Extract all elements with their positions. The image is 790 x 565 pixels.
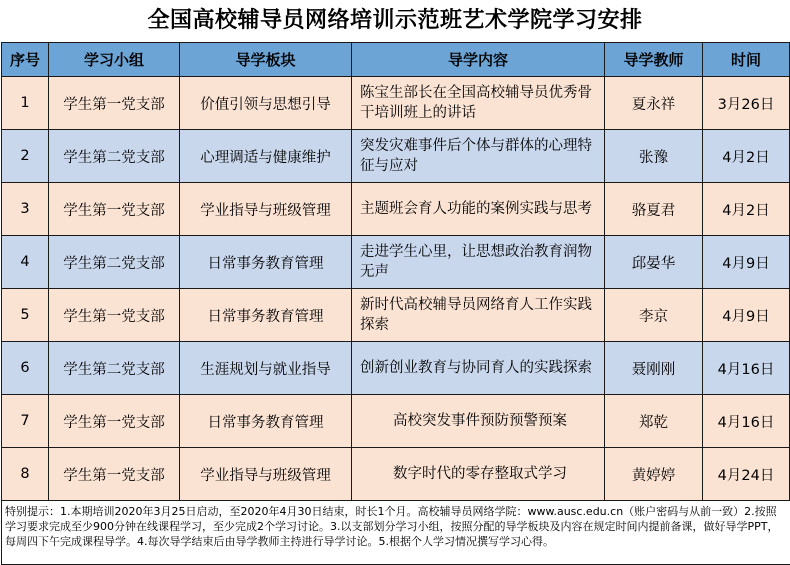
cell-group: 学生第一党支部 [49,183,180,236]
cell-teacher: 骆夏君 [605,183,703,236]
table-row [2,183,790,236]
cell-content: 数字时代的零存整取式学习 [352,448,605,501]
cell-group: 学生第二党支部 [49,236,180,289]
cell-time: 4月2日 [703,130,790,183]
header-time: 时间 [703,43,790,77]
cell-module: 价值引领与思想引导 [180,77,352,130]
cell-time: 4月9日 [703,236,790,289]
cell-teacher: 李京 [605,289,703,342]
cell-group: 学生第一党支部 [49,395,180,448]
cell-time: 3月26日 [703,77,790,130]
cell-no: 6 [2,342,49,395]
cell-teacher: 黄婷婷 [605,448,703,501]
cell-module: 日常事务教育管理 [180,395,352,448]
cell-content: 创新创业教育与协同育人的实践探索 [352,342,605,395]
cell-no: 1 [2,77,49,130]
table-row [2,236,790,289]
cell-teacher: 夏永祥 [605,77,703,130]
table-row [2,448,790,501]
header-content: 导学内容 [352,43,605,77]
cell-time: 4月16日 [703,395,790,448]
cell-time: 4月2日 [703,183,790,236]
header-group: 学习小组 [49,43,180,77]
cell-module: 日常事务教育管理 [180,289,352,342]
cell-content: 高校突发事件预防预警预案 [352,395,605,448]
cell-module: 日常事务教育管理 [180,236,352,289]
cell-group: 学生第一党支部 [49,448,180,501]
cell-group: 学生第二党支部 [49,130,180,183]
cell-no: 8 [2,448,49,501]
table-row [2,289,790,342]
cell-time: 4月16日 [703,342,790,395]
page-title: 全国高校辅导员网络培训示范班艺术学院学习安排 [147,8,643,33]
cell-time: 4月9日 [703,289,790,342]
cell-no: 5 [2,289,49,342]
schedule-table [1,42,790,501]
cell-content: 陈宝生部长在全国高校辅导员优秀骨干培训班上的讲话 [352,77,605,130]
cell-no: 4 [2,236,49,289]
cell-content: 突发灾难事件后个体与群体的心理特征与应对 [352,130,605,183]
cell-no: 2 [2,130,49,183]
cell-time: 4月24日 [703,448,790,501]
cell-module: 生涯规划与就业指导 [180,342,352,395]
cell-teacher: 邱晏华 [605,236,703,289]
cell-content: 主题班会育人功能的案例实践与思考 [352,183,605,236]
header-module: 导学板块 [180,43,352,77]
table-row [2,77,790,130]
table-row [2,395,790,448]
cell-group: 学生第二党支部 [49,342,180,395]
cell-teacher: 郑乾 [605,395,703,448]
cell-group: 学生第一党支部 [49,289,180,342]
cell-no: 3 [2,183,49,236]
cell-module: 学业指导与班级管理 [180,183,352,236]
cell-content: 新时代高校辅导员网络育人工作实践探索 [352,289,605,342]
cell-group: 学生第一党支部 [49,77,180,130]
cell-teacher: 张豫 [605,130,703,183]
table-row [2,342,790,395]
cell-teacher: 聂刚刚 [605,342,703,395]
table-row [2,130,790,183]
header-no: 序号 [2,43,49,77]
cell-module: 学业指导与班级管理 [180,448,352,501]
table-header-row [2,43,790,77]
special-notes: 特别提示：1.本期培训2020年3月25日启动，至2020年4月30日结束，时长1个月。高校辅导员网络学院：www.ausc.edu.cn（账户密码与从前一致）2.按照学习要求完成至少900分钟在线课程学习，至少完成2个学习讨论。3.以支部划分学习小组，按照分配的导学板块及内容在规定时间内提前备课，做好导学PPT，每周四下午完成课程导学。4.每次导学结束后由导学教师主持进行导学讨论。5.根据个人学习情况撰写学习心得。 [1,501,790,565]
cell-module: 心理调适与健康维护 [180,130,352,183]
cell-content: 走进学生心里，让思想政治教育润物无声 [352,236,605,289]
header-teacher: 导学教师 [605,43,703,77]
cell-no: 7 [2,395,49,448]
